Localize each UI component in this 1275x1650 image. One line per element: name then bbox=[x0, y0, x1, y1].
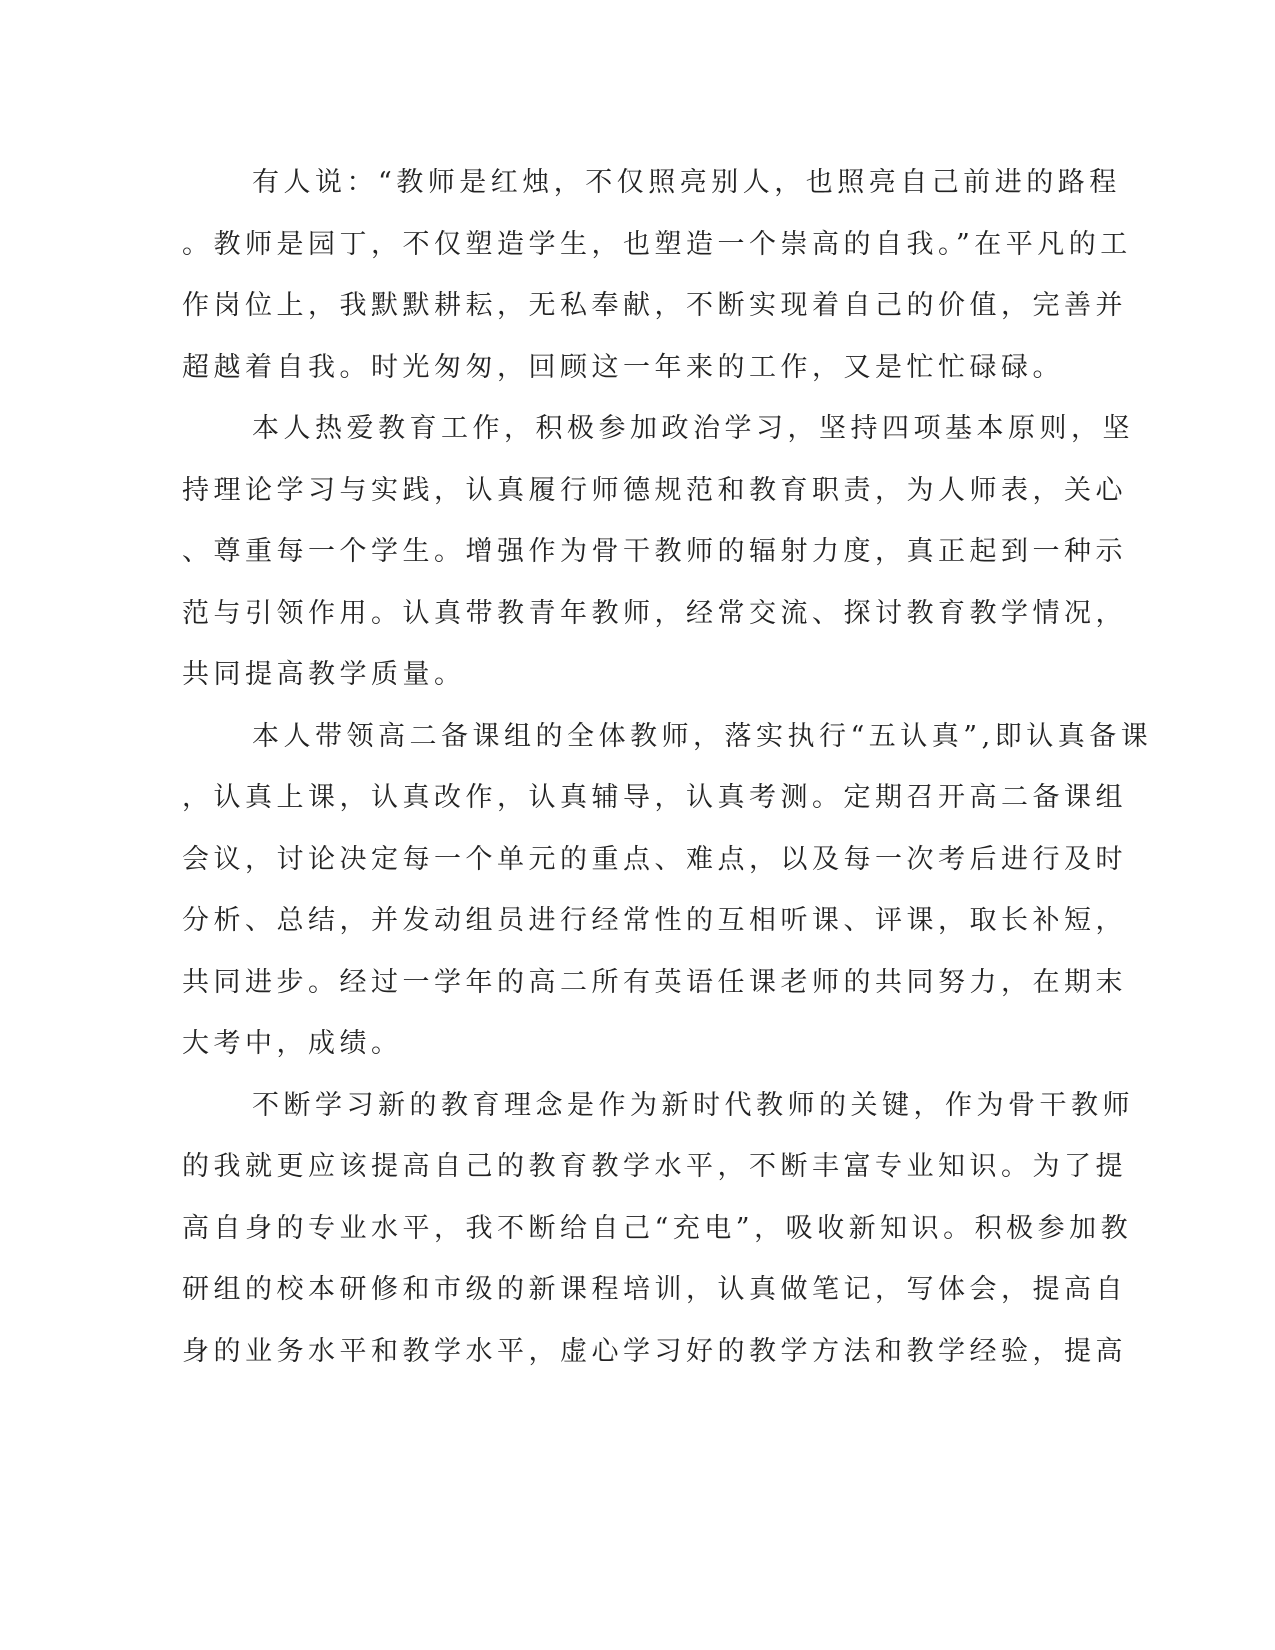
paragraph-2 bbox=[182, 398, 1134, 706]
text-line: 身的业务水平和教学水平，虚心学习好的教学方法和教学经验，提高 bbox=[182, 1335, 1127, 1367]
text-line: 研组的校本研修和市级的新课程培训，认真做笔记，写体会，提高自 bbox=[182, 1274, 1127, 1305]
document-body bbox=[182, 152, 1153, 1382]
text-line: 有人说：“教师是红烛，不仅照亮别人，也照亮自己前进的路程 bbox=[252, 167, 1121, 198]
text-line: 会议，讨论决定每一个单元的重点、难点，以及每一次考后进行及时 bbox=[182, 843, 1127, 875]
paragraph-1 bbox=[182, 152, 1132, 398]
text-line: 不断学习新的教育理念是作为新时代教师的关键，作为骨干教师 bbox=[252, 1089, 1134, 1121]
text-line: 作岗位上，我默默耕耘，无私奉献，不断实现着自己的价值，完善并 bbox=[182, 290, 1127, 321]
text-line: 超越着自我。时光匆匆，回顾这一年来的工作，又是忙忙碌碌。 bbox=[182, 351, 1064, 383]
text-line: 本人热爱教育工作，积极参加政治学习，坚持四项基本原则，坚 bbox=[252, 413, 1134, 444]
text-line: 共同提高教学质量。 bbox=[182, 659, 466, 690]
text-line: 本人带领高二备课组的全体教师，落实执行“五认真”,即认真备课 bbox=[252, 720, 1153, 752]
text-line: 大考中，成绩。 bbox=[182, 1028, 403, 1059]
text-line: 的我就更应该提高自己的教育教学水平，不断丰富专业知识。为了提 bbox=[182, 1151, 1127, 1182]
text-line: 共同进步。经过一学年的高二所有英语任课老师的共同努力，在期末 bbox=[182, 966, 1127, 998]
text-line: 范与引领作用。认真带教青年教师，经常交流、探讨教育教学情况， bbox=[182, 597, 1127, 629]
text-line: 持理论学习与实践，认真履行师德规范和教育职责，为人师表，关心 bbox=[182, 474, 1127, 506]
text-line: 、尊重每一个学生。增强作为骨干教师的辐射力度，真正起到一种示 bbox=[182, 536, 1127, 567]
text-line: 分析、总结，并发动组员进行经常性的互相听课、评课，取长补短， bbox=[182, 905, 1127, 936]
text-line: ，认真上课，认真改作，认真辅导，认真考测。定期召开高二备课组 bbox=[182, 782, 1127, 813]
text-line: 高自身的专业水平，我不断给自己“充电”，吸收新知识。积极参加教 bbox=[182, 1212, 1133, 1244]
text-line: 。教师是园丁，不仅塑造学生，也塑造一个崇高的自我。”在平凡的工 bbox=[182, 228, 1132, 260]
paragraph-3 bbox=[182, 706, 1153, 1075]
paragraph-4 bbox=[182, 1075, 1134, 1383]
